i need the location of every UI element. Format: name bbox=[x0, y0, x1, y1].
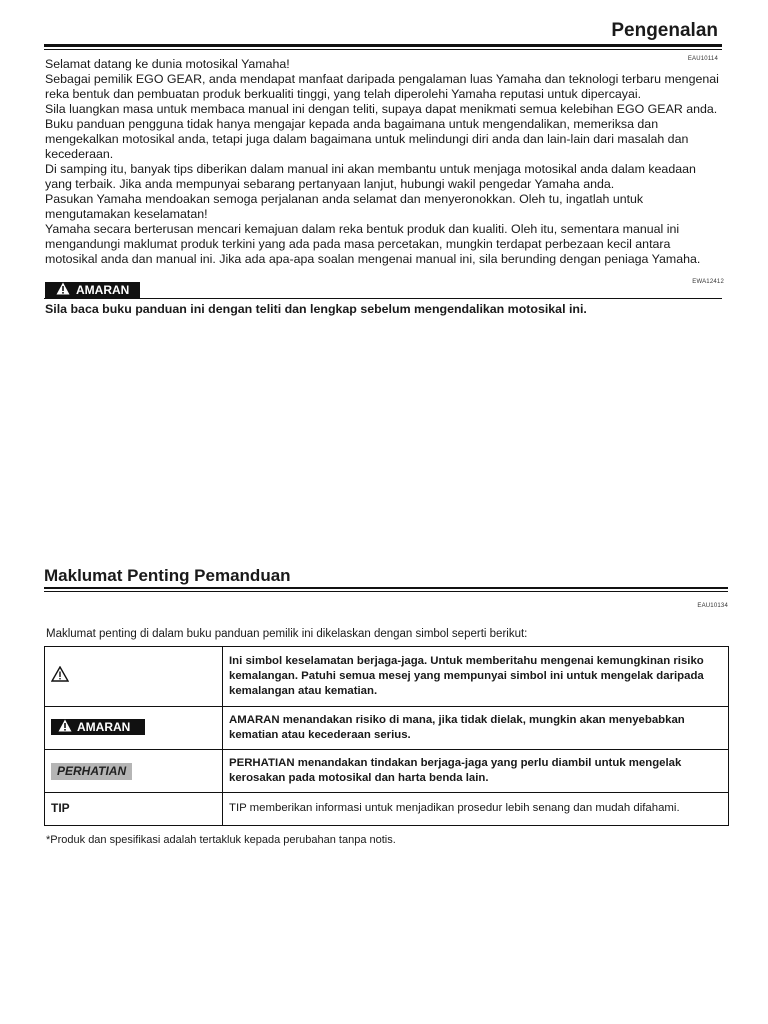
intro-code: EAU10114 bbox=[687, 56, 718, 62]
table-row bbox=[45, 707, 729, 750]
intro-paragraph: Selamat datang ke dunia motosikal Yamaha! bbox=[45, 57, 290, 71]
symbol-cell bbox=[45, 750, 223, 793]
intro-paragraph: Sebagai pemilik EGO GEAR, anda mendapat manfaat daripada pengalaman luas Yamaha dan teknologi terbaru mengenai reka bentuk dan pembuatan produk berkualiti tinggi, yang telah diperolehi Yamaha reputasi untuk dipercayai. bbox=[45, 72, 719, 101]
intro-paragraph: Yamaha secara berterusan mencari kemajuan dalam reka bentuk produk dan kualiti. Oleh itu, sementara manual ini mengandungi maklumat produk terkini yang ada pada masa percetakan, mungkin terdapat perbezaan kecil antara motosikal anda dan manual ini. Jika ada apa-apa soalan mengenai manual ini, sila berunding dengan peniaga Yamaha. bbox=[45, 222, 701, 266]
symbol-description: Ini simbol keselamatan berjaga-jaga. Untuk memberitahu mengenai kemungkinan risiko kemalangan. Patuhi semua mesej yang mempunyai simbol ini untuk mengelak daripada kemalangan atau kematian. bbox=[223, 647, 729, 707]
page-title: Pengenalan bbox=[611, 20, 718, 41]
symbol-description: TIP memberikan informasi untuk menjadikan prosedur lebih senang dan mudah difahami. bbox=[223, 793, 729, 826]
amaran-label: AMARAN bbox=[77, 719, 131, 734]
header-rule bbox=[44, 44, 722, 47]
symbol-cell bbox=[45, 793, 223, 826]
perhatian-badge: PERHATIAN bbox=[51, 763, 132, 780]
intro-paragraph: Sila luangkan masa untuk membaca manual ini dengan teliti, supaya dapat menikmati semua kelebihan EGO GEAR anda. Buku panduan pengguna tidak hanya mengajar kepada anda bagaimana untuk mengendalikan, memeriksa dan mengekalkan motosikal anda, tetapi juga dalam bagaimana untuk melindungi diri anda dan lain-lain dari masalah dan kecederaan. bbox=[45, 102, 718, 161]
warning-code: EWA12412 bbox=[692, 279, 724, 285]
header-rule-thin bbox=[44, 49, 722, 50]
symbol-description: AMARAN menandakan risiko di mana, jika tidak dielak, mungkin akan menyebabkan kematian atau kecederaan serius. bbox=[223, 707, 729, 750]
intro-text bbox=[45, 57, 725, 267]
section-title: Maklumat Penting Pemanduan bbox=[44, 566, 291, 585]
table-row bbox=[45, 647, 729, 707]
section-code: EAU10134 bbox=[697, 603, 728, 609]
amaran-badge bbox=[51, 719, 145, 735]
warning-text: Sila baca buku panduan ini dengan teliti dan lengkap sebelum mengendalikan motosikal ini. bbox=[45, 302, 587, 316]
table-row bbox=[45, 793, 729, 826]
symbol-cell bbox=[45, 647, 223, 707]
intro-paragraph: Di samping itu, banyak tips diberikan dalam manual ini akan membantu untuk menjaga motosikal anda dalam keadaan yang terbaik. Jika anda mempunyai sebarang pertanyaan lanjut, hubungi wakil pengedar Yamaha anda. bbox=[45, 162, 696, 191]
intro-paragraph: Pasukan Yamaha mendoakan semoga perjalanan anda selamat dan menyeronokkan. Oleh tu, ingatlah untuk mengutamakan keselamatan! bbox=[45, 192, 644, 221]
warning-badge bbox=[45, 282, 140, 298]
section-rule-thin bbox=[44, 591, 728, 592]
warning-triangle-icon bbox=[58, 719, 72, 736]
section-rule bbox=[44, 587, 728, 589]
warning-rule bbox=[44, 298, 722, 299]
footnote: *Produk dan spesifikasi adalah tertakluk kepada perubahan tanpa notis. bbox=[46, 834, 396, 846]
table-row bbox=[45, 750, 729, 793]
safety-alert-icon bbox=[51, 673, 69, 685]
section-lead: Maklumat penting di dalam buku panduan pemilik ini dikelaskan dengan simbol seperti berikut: bbox=[46, 628, 528, 640]
warning-label: AMARAN bbox=[76, 283, 130, 297]
symbol-cell bbox=[45, 707, 223, 750]
symbol-table bbox=[44, 646, 729, 826]
tip-label: TIP bbox=[51, 801, 70, 815]
symbol-description: PERHATIAN menandakan tindakan berjaga-jaga yang perlu diambil untuk mengelak kerosakan pada motosikal dan harta benda lain. bbox=[223, 750, 729, 793]
warning-triangle-icon bbox=[56, 282, 70, 298]
